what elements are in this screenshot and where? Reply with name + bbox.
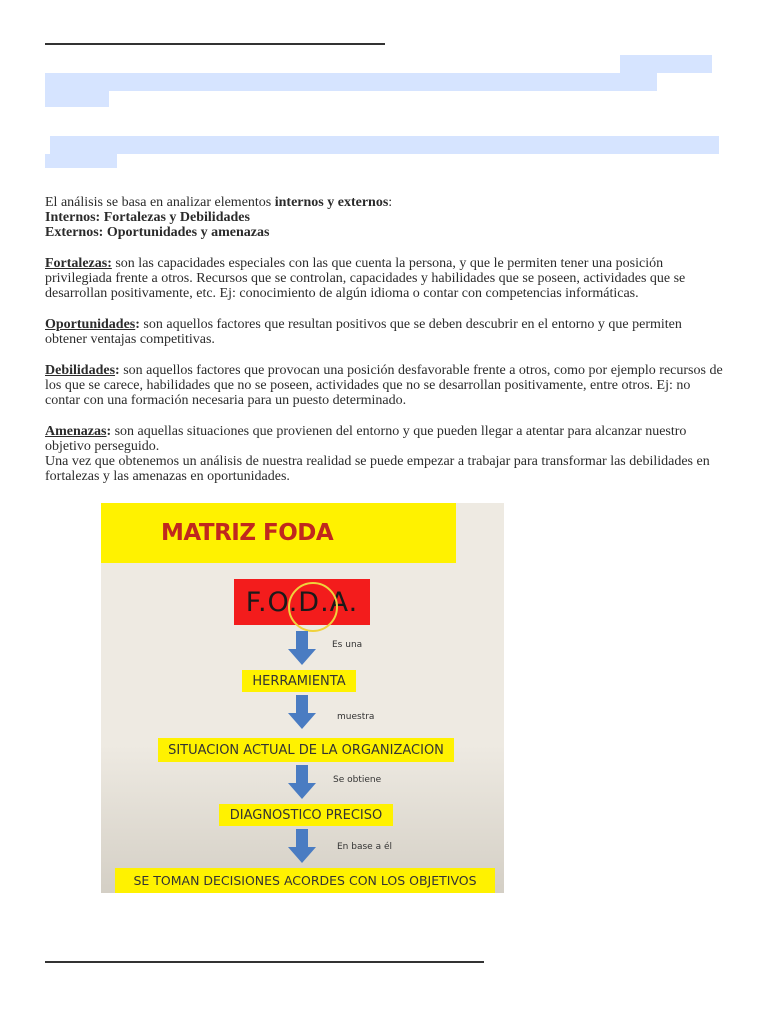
- intro-internos: Internos: Fortalezas y Debilidades: [45, 210, 250, 225]
- step-situacion-actual: SITUACION ACTUAL DE LA ORGANIZACION: [158, 738, 454, 762]
- connector-label: muestra: [337, 712, 375, 722]
- debilidades-term: Debilidades: [45, 363, 116, 378]
- debilidades-paragraph: [45, 363, 725, 408]
- oportunidades-paragraph: [45, 317, 725, 347]
- fortalezas-term: Fortalezas:: [45, 256, 112, 271]
- highlight-circle: [288, 582, 338, 632]
- amenazas-term: Amenazas: [45, 424, 107, 439]
- step-herramienta: HERRAMIENTA: [242, 670, 356, 692]
- intro-emphasis: internos y externos: [274, 195, 389, 210]
- fortalezas-body: son las capacidades especiales con las que cuenta la persona, y que le permiten tener una posición privilegiada frente a otros. Recursos que se controlan, capacidades y habilidades que se poseen, actividades que se desarrollan positivamente, etc. Ej: conocimiento de algún idioma o contar con competencias informáticas.: [45, 256, 686, 301]
- highlight-bar: [50, 136, 719, 154]
- connector-label: Se obtiene: [333, 775, 382, 785]
- connector-label: En base a él: [337, 842, 392, 852]
- down-arrow-icon: [287, 829, 317, 863]
- intro-externos: Externos: Oportunidades y amenazas: [45, 225, 270, 240]
- document-body: [45, 195, 725, 484]
- highlight-bar: [45, 73, 657, 91]
- down-arrow-icon: [287, 631, 317, 665]
- debilidades-colon: :: [115, 363, 120, 378]
- fortalezas-paragraph: [45, 256, 725, 301]
- amenazas-colon: :: [106, 424, 112, 439]
- matriz-foda-figure: [101, 503, 504, 893]
- foda-box: F.O.D.A.: [234, 579, 370, 625]
- amenazas-paragraph: [45, 424, 725, 484]
- step-decisiones: SE TOMAN DECISIONES ACORDES CON LOS OBJETIVOS: [115, 868, 495, 893]
- highlight-bar: [45, 154, 117, 168]
- bottom-rule: [45, 961, 484, 963]
- amenazas-followup: Una vez que obtenemos un análisis de nuestra realidad se puede empezar a trabajar para transformar las debilidades en fortalezas y las amenazas en oportunidades.: [45, 454, 710, 484]
- step-diagnostico: DIAGNOSTICO PRECISO: [219, 804, 393, 826]
- oportunidades-term: Oportunidades: [45, 317, 136, 332]
- debilidades-body: son aquellos factores que provocan una posición desfavorable frente a otros, como por ejemplo recursos de los que se carece, habilidades que no se poseen, actividades que no se desarrollan positivamente, entre otros. Ej: no contar con una formación necesaria para un puesto determinado.: [45, 363, 723, 408]
- highlight-bar: [45, 91, 109, 107]
- top-rule: [45, 43, 385, 45]
- down-arrow-icon: [287, 765, 317, 799]
- intro-paragraph: [45, 195, 725, 240]
- oportunidades-colon: :: [135, 317, 140, 332]
- highlight-bar: [620, 55, 712, 73]
- intro-suffix: :: [388, 195, 393, 210]
- connector-label: Es una: [332, 640, 363, 650]
- intro-prefix: El análisis se basa en analizar elementos: [45, 195, 275, 210]
- figure-title: MATRIZ FODA: [101, 503, 456, 563]
- oportunidades-body: son aquellos factores que resultan positivos que se deben descubrir en el entorno y que permiten obtener ventajas competitivas.: [45, 317, 682, 347]
- amenazas-body: son aquellas situaciones que provienen del entorno y que pueden llegar a atentar para alcanzar nuestro objetivo perseguido.: [45, 424, 687, 454]
- down-arrow-icon: [287, 695, 317, 729]
